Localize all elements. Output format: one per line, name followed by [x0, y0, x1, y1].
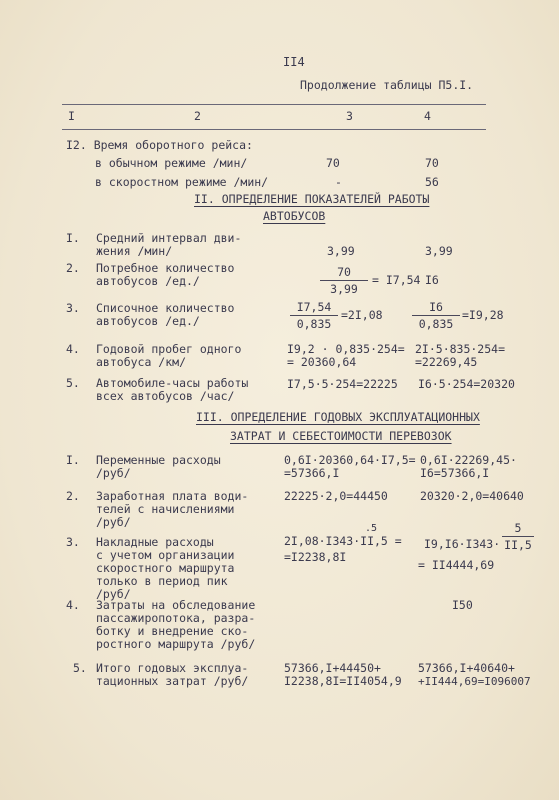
s2-row-2-col3-result: = I7,54 — [372, 273, 421, 287]
s2-row-4-label-1: Годовой пробег одного — [96, 342, 242, 356]
s3-row-3-label-3: скоростного маршрута — [96, 561, 235, 575]
s2-row-5-col3: I7,5·5·254=22225 — [287, 377, 398, 391]
s3-row-3-label-2: с учетом организации — [96, 548, 235, 562]
s3-row-3-number: 3. — [66, 535, 80, 549]
s3-row-3-col3-superscript: .5 — [365, 523, 378, 534]
row-12-normal-col3: 70 — [326, 156, 340, 170]
s3-row-4-label-4: ростного маршрута /руб/ — [96, 637, 256, 651]
fraction-denominator: 3,99 — [330, 282, 358, 296]
s2-row-3-col4-result: =I9,28 — [462, 308, 504, 322]
fraction-numerator: 70 — [320, 266, 368, 281]
s2-row-2-col4: I6 — [425, 273, 439, 287]
s3-row-1-col4-line1: 0,6I·22269,45· — [420, 453, 517, 467]
s2-row-4-number: 4. — [66, 342, 80, 356]
s2-row-4-col4-line1: 2I·5·835·254= — [415, 342, 506, 356]
s3-row-4-col4: I50 — [452, 598, 473, 612]
s3-row-5-number: 5. — [73, 661, 87, 675]
column-header-4: 4 — [424, 109, 431, 123]
s2-row-4-col3-line1: I9,2 · 0,835·254= — [287, 342, 405, 356]
column-header-1: I — [68, 109, 75, 123]
section-3-heading-line1: III. ОПРЕДЕЛЕНИЕ ГОДОВЫХ ЭКСПЛУАТАЦИОННЫХ — [196, 410, 480, 424]
fraction-denominator: 0,835 — [296, 317, 332, 331]
s2-row-3-col3-result: =2I,08 — [341, 308, 383, 322]
s2-row-5-label-2: всех автобусов /час/ — [96, 389, 235, 403]
s3-row-1-label-1: Переменные расходы — [96, 453, 221, 467]
section-2-heading-line2: АВТОБУСОВ — [263, 209, 326, 223]
s3-row-1-col3-line2: =57366,I — [284, 466, 340, 480]
s3-row-4-number: 4. — [66, 598, 80, 612]
s3-row-3-col4-fraction — [502, 522, 534, 552]
s3-row-2-col4: 20320·2,0=40640 — [420, 489, 524, 503]
s3-row-5-label-2: тационных затрат /руб/ — [96, 674, 249, 688]
fraction-denominator: II,5 — [504, 538, 532, 552]
s3-row-3-col3-line1: 2I,08·I343·II,5 = — [284, 534, 402, 548]
s2-row-5-label-1: Автомобиле-часы работы — [96, 376, 249, 390]
s3-row-4-label-3: ботку и внедрение ско- — [96, 624, 249, 638]
fraction-numerator: I6 — [412, 301, 460, 316]
s2-row-4-col3-line2: = 20360,64 — [287, 355, 357, 369]
s2-row-2-number: 2. — [66, 261, 80, 275]
s2-row-3-label-1: Списочное количество — [96, 301, 235, 315]
row-12-label: I2. Время оборотного рейса: — [66, 138, 253, 152]
s3-row-2-number: 2. — [66, 489, 80, 503]
s2-row-2-label-2: автобусов /ед./ — [96, 274, 200, 288]
s3-row-4-label-2: пассажиропотока, разра- — [96, 611, 256, 625]
row-12-normal-label: в обычном режиме /мин/ — [95, 156, 248, 170]
s2-row-2-label-1: Потребное количество — [96, 261, 235, 275]
s2-row-3-label-2: автобусов /ед./ — [96, 314, 200, 328]
s2-row-5-number: 5. — [66, 376, 80, 390]
s3-row-3-label-4: только в период пик — [96, 574, 228, 588]
s2-row-4-label-2: автобуса /км/ — [96, 355, 187, 369]
s3-row-3-col4-line2: = II4444,69 — [418, 558, 495, 572]
page-number: II4 — [283, 55, 305, 69]
s3-row-5-col4-line2: +II444,69=I096007 — [418, 675, 531, 688]
s3-row-2-label-3: /руб/ — [96, 515, 131, 529]
s3-row-1-number: I. — [66, 453, 80, 467]
s2-row-3-number: 3. — [66, 301, 80, 315]
s3-row-5-col3-line2: I2238,8I=II4054,9 — [284, 674, 402, 688]
fraction-numerator: 5 — [502, 522, 534, 537]
row-12-express-label: в скоростном режиме /мин/ — [95, 175, 269, 189]
row-12-express-col3: - — [335, 175, 342, 189]
header-bottom-rule — [62, 129, 486, 130]
row-12-normal-col4: 70 — [425, 156, 439, 170]
s3-row-5-label-1: Итого годовых эксплуа- — [96, 661, 249, 675]
s3-row-1-col3-line1: 0,6I·20360,64·I7,5= — [284, 453, 416, 467]
fraction-denominator: 0,835 — [418, 317, 454, 331]
fraction-numerator: I7,54 — [290, 301, 338, 316]
s3-row-3-col3-line2: =I2238,8I — [284, 550, 347, 564]
s3-row-4-label-1: Затраты на обследование — [96, 598, 256, 612]
s2-row-1-col3: 3,99 — [327, 244, 355, 258]
s2-row-1-label-2: жения /мин/ — [96, 244, 173, 258]
s2-row-1-number: I. — [66, 231, 80, 245]
s2-row-2-col3-fraction — [320, 266, 368, 296]
s3-row-5-col4-line1: 57366,I+40640+ — [418, 661, 515, 675]
s2-row-1-col4: 3,99 — [425, 244, 453, 258]
s2-row-5-col4: I6·5·254=20320 — [418, 377, 515, 391]
row-12-express-col4: 56 — [425, 175, 439, 189]
s3-row-2-col3: 22225·2,0=44450 — [284, 489, 388, 503]
column-header-3: 3 — [346, 109, 353, 123]
column-header-2: 2 — [194, 109, 201, 123]
section-2-heading-line1: II. ОПРЕДЕЛЕНИЕ ПОКАЗАТЕЛЕЙ РАБОТЫ — [194, 192, 430, 206]
s3-row-2-label-2: телей с начислениями — [96, 502, 235, 516]
s3-row-3-label-5: /руб/ — [96, 587, 131, 601]
section-3-heading-line2: ЗАТРАТ И СЕБЕСТОИМОСТИ ПЕРЕВОЗОК — [230, 429, 452, 443]
s3-row-2-label-1: Заработная плата води- — [96, 489, 249, 503]
s2-row-4-col4-line2: =22269,45 — [415, 355, 478, 369]
table-top-rule — [62, 104, 486, 105]
table-caption: Продолжение таблицы П5.I. — [300, 78, 474, 92]
s3-row-5-col3-line1: 57366,I+44450+ — [284, 661, 381, 675]
s3-row-1-label-2: /руб/ — [96, 466, 131, 480]
s2-row-3-col3-fraction — [290, 301, 338, 331]
s3-row-1-col4-line2: I6=57366,I — [420, 466, 490, 480]
s2-row-3-col4-fraction — [412, 301, 460, 331]
s2-row-1-label-1: Средний интервал дви- — [96, 231, 242, 245]
s3-row-3-label-1: Накладные расходы — [96, 535, 214, 549]
s3-row-3-col4-line1: I9,I6·I343· — [424, 537, 501, 551]
